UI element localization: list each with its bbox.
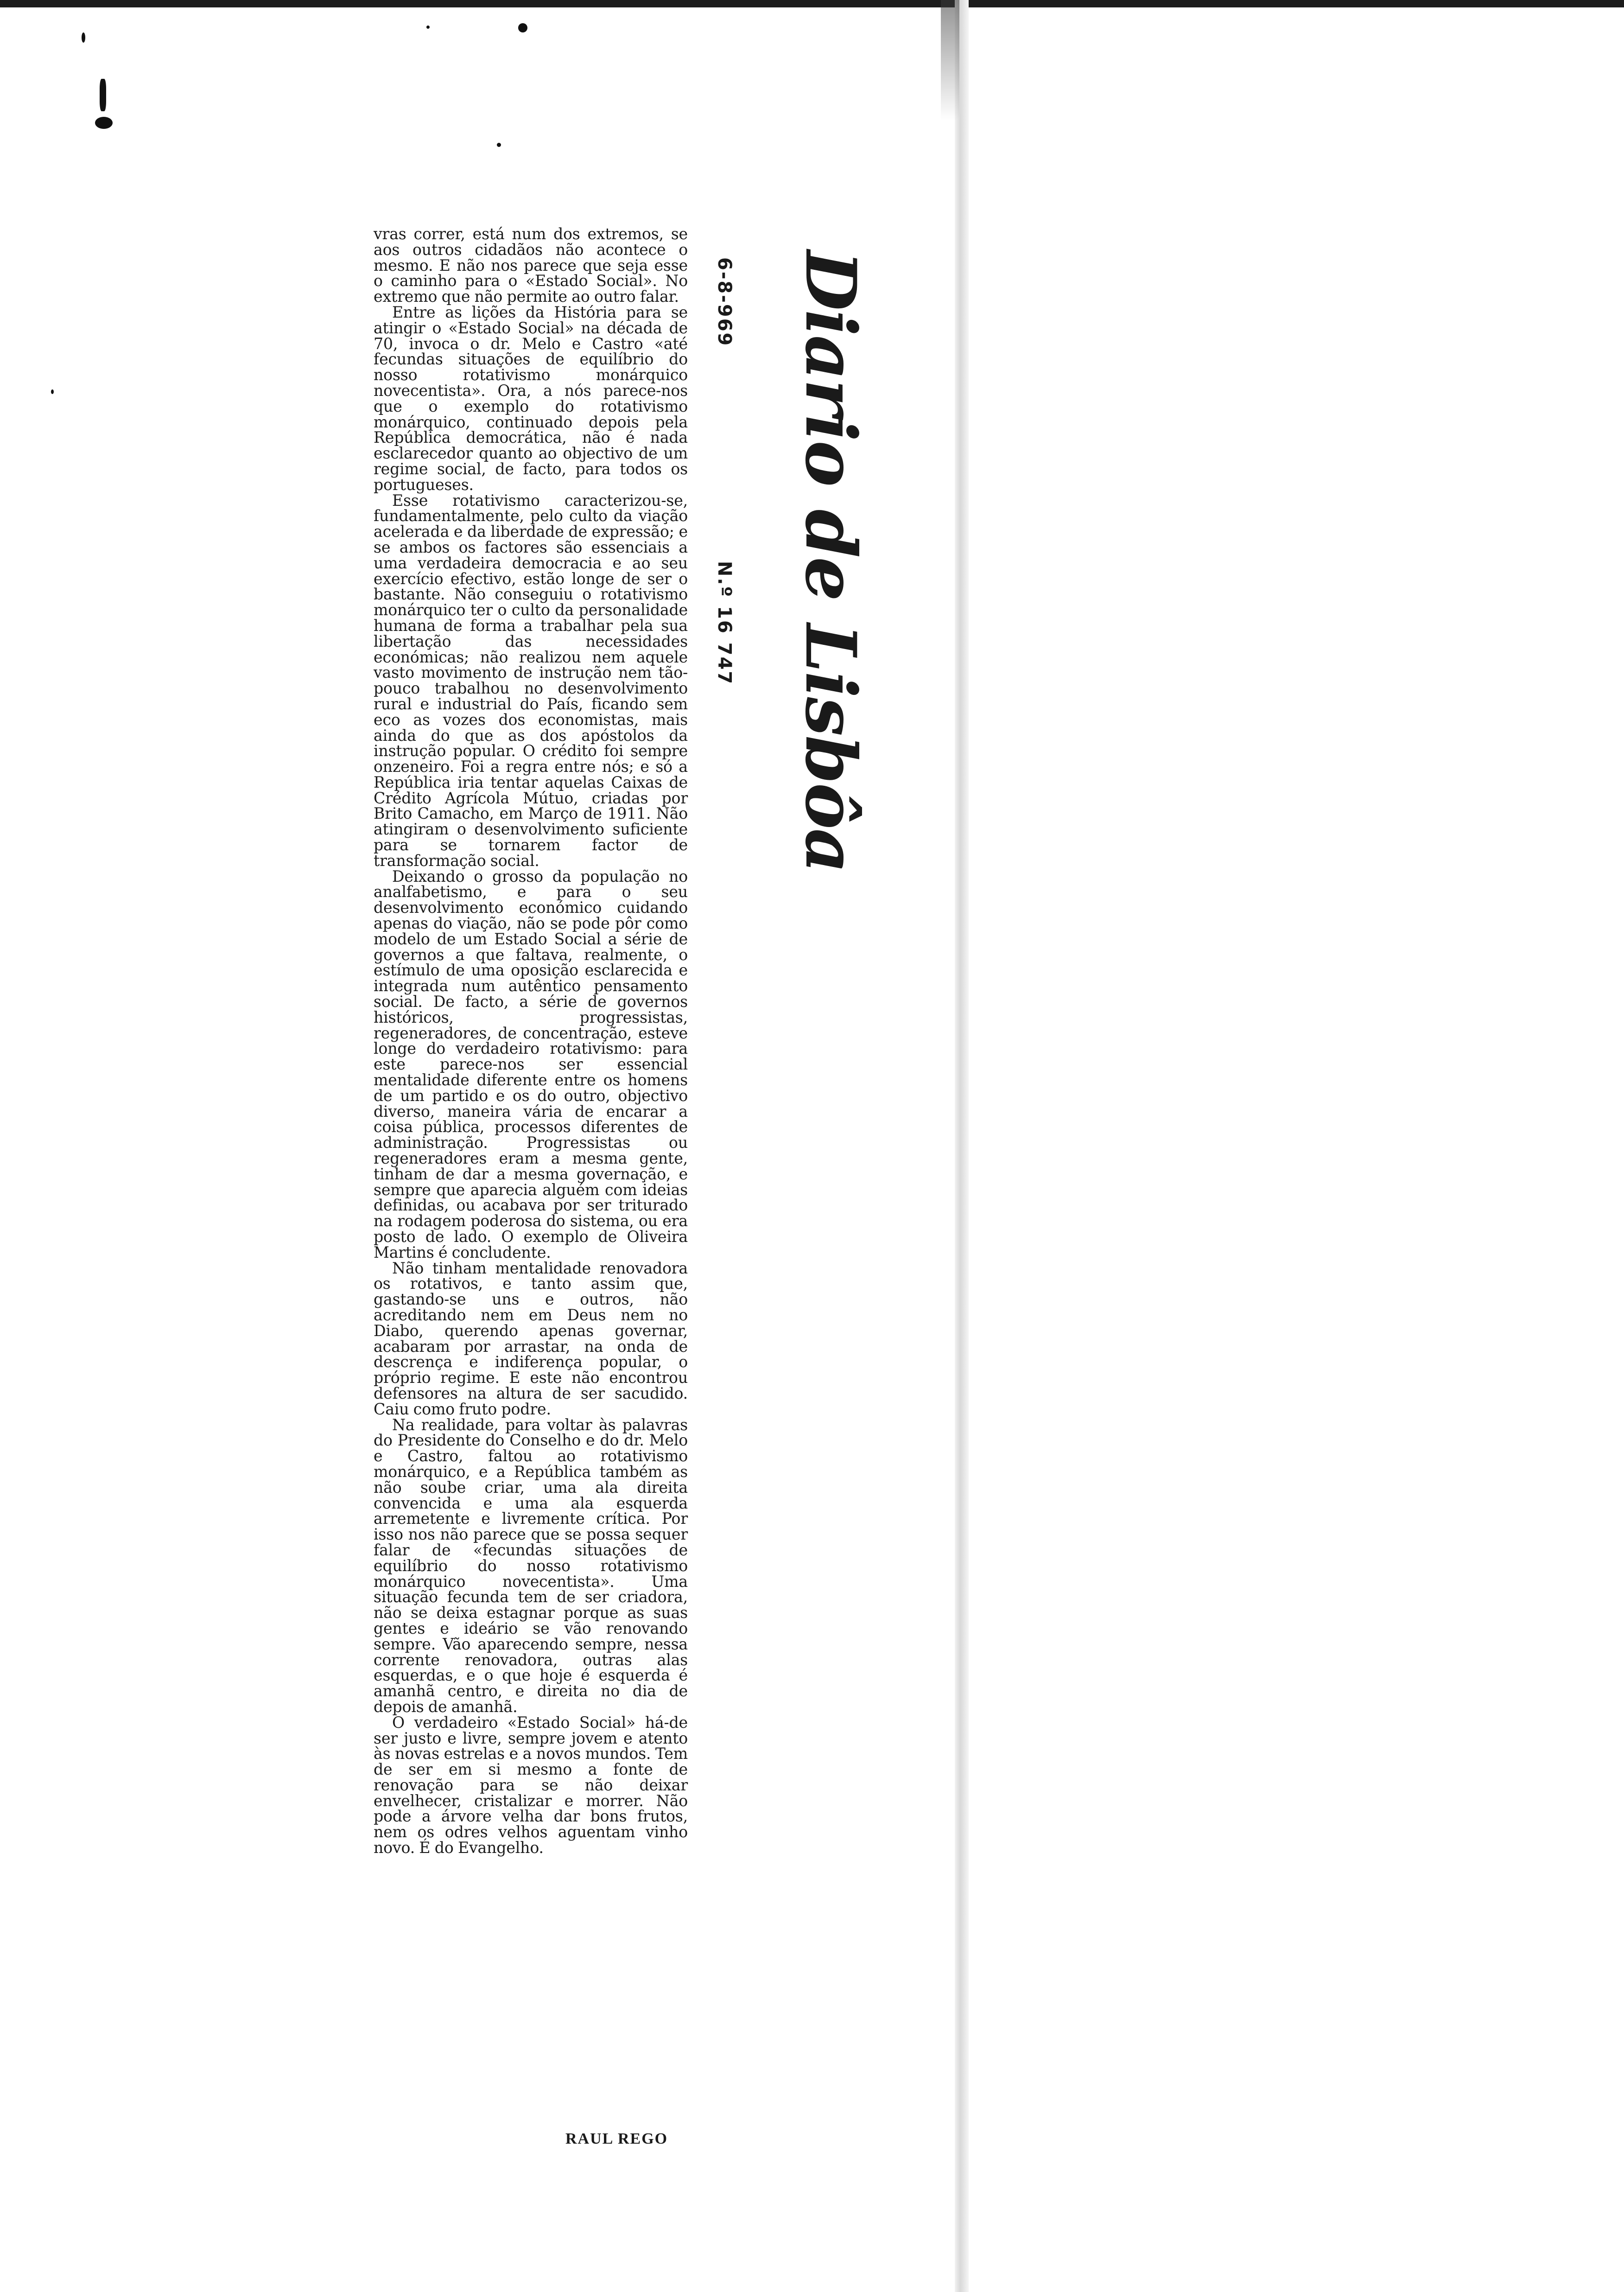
scan-speck — [497, 143, 501, 147]
article-paragraph: vras correr, está num dos extremos, se aos outros cidadãos não acontece o mesmo. E não nos parece que seja esse o caminho para o «Estado Social». No extremo que não permite ao outro falar. — [374, 225, 688, 306]
article-column — [374, 226, 688, 1856]
scan-speck — [95, 117, 113, 129]
scan-speck — [51, 389, 54, 394]
article-author: RAUL REGO — [565, 2130, 668, 2147]
scan-top-border — [0, 0, 1624, 7]
masthead-issue-number: N.º 16 747 — [714, 561, 735, 686]
masthead-date: 6-8-969 — [714, 257, 735, 347]
paper-edge-shadow — [941, 0, 959, 121]
masthead-title: Diario de Lisbôa — [790, 250, 871, 873]
article-paragraph: Não tinham mentalidade renovadora os rotativos, e tanto assim que, gastando-se uns e outros, não acreditando nem em Deus nem no Diabo, querendo apenas governar, acabaram por arrastar, na onda de descrença e indiferença popular, o próprio regime. E este não encontrou defensores na altura de ser sacudido. Caiu como fruto podre. — [374, 1259, 688, 1418]
scan-speck — [82, 32, 85, 43]
article-paragraph: Deixando o grosso da população no analfabetismo, e para o seu desenvolvimento económico cuidando apenas do viação, não se pode pôr como modelo de um Estado Social a série de governos a que faltava, realmente, o estímulo de uma oposição esclarecida e integrada num autêntico pensamento social. De facto, a série de governos históricos, progressistas, regeneradores, de concentração, esteve longe do verdadeiro rotativismo: para este parece-nos ser essencial mentalidade diferente entre os homens de um partido e os do outro, objectivo diverso, maneira vária de encarar a coisa pública, processos diferentes de administração. Progressistas ou regeneradores eram a mesma gente, tinham de dar a mesma governação, e sempre que aparecia alguém com ideias definidas, ou acabava por ser triturado na rodagem poderosa do sistema, ou era posto de lado. O exemplo de Oliveira Martins é concludente. — [374, 867, 688, 1261]
scan-speck — [518, 23, 527, 32]
scan-speck — [426, 25, 430, 29]
article-paragraph: Entre as lições da História para se atingir o «Estado Social» na década de 70, invoca o dr. Melo e Castro «até fecundas situações de equilíbrio do nosso rotativismo monárquico novecentista». Ora, a nós parece-nos que o exemplo do rotativismo monárquico, continuado depois pela República democrática, não é nada esclarecedor quanto ao objectivo de um regime social, de facto, para todos os portugueses. — [374, 303, 688, 494]
article-paragraph: O verdadeiro «Estado Social» há-de ser justo e livre, sempre jovem e atento às novas estrelas e a novos mundos. Tem de ser em si mesmo a fonte de renovação para se não deixar envelhecer, cristalizar e morrer. Não pode a árvore velha dar bons frutos, nem os odres velhos aguentam vinho novo. É do Evangelho. — [374, 1713, 688, 1857]
article-paragraph: Esse rotativismo caracterizou-se, fundamentalmente, pelo culto da viação acelerada e da liberdade de expressão; e se ambos os factores são essenciais a uma verdadeira democracia e ao seu exercício efectivo, estão longe de ser o bastante. Não conseguiu o rotativismo monárquico ter o culto da personalidade humana de forma a trabalhar pela sua libertação das necessidades económicas; não realizou nem aquele vasto movimento de instrução nem tão-pouco trabalhou no desenvolvimento rural e industrial do País, ficando sem eco as vozes dos economistas, mais ainda do que as dos apóstolos da instrução popular. O crédito foi sempre onzeneiro. Foi a regra entre nós; e só a República iria tentar aquelas Caixas de Crédito Agrícola Mútuo, criadas por Brito Camacho, em Março de 1911. Não atingiram o desenvolvimento suficiente para se tornarem factor de transformação social. — [374, 491, 688, 870]
masthead — [790, 250, 871, 872]
paper-edge — [955, 0, 969, 2292]
scan-speck — [100, 79, 106, 111]
article-paragraph: Na realidade, para voltar às palavras do Presidente do Conselho e do dr. Melo e Castro, faltou ao rotativismo monárquico, e a República também as não soube criar, uma ala direita convencida e uma ala esquerda arremetente e livremente crítica. Por isso nos não parece que se possa sequer falar de «fecundas situações de equilíbrio do nosso rotativismo monárquico novecentista». Uma situação fecunda tem de ser criadora, não se deixa estagnar porque as suas gentes e ideário se vão renovando sempre. Vão aparecendo sempre, nessa corrente renovadora, outras alas esquerdas, e o que hoje é esquerda é amanhã centro, e direita no dia de depois de amanhã. — [374, 1415, 688, 1716]
